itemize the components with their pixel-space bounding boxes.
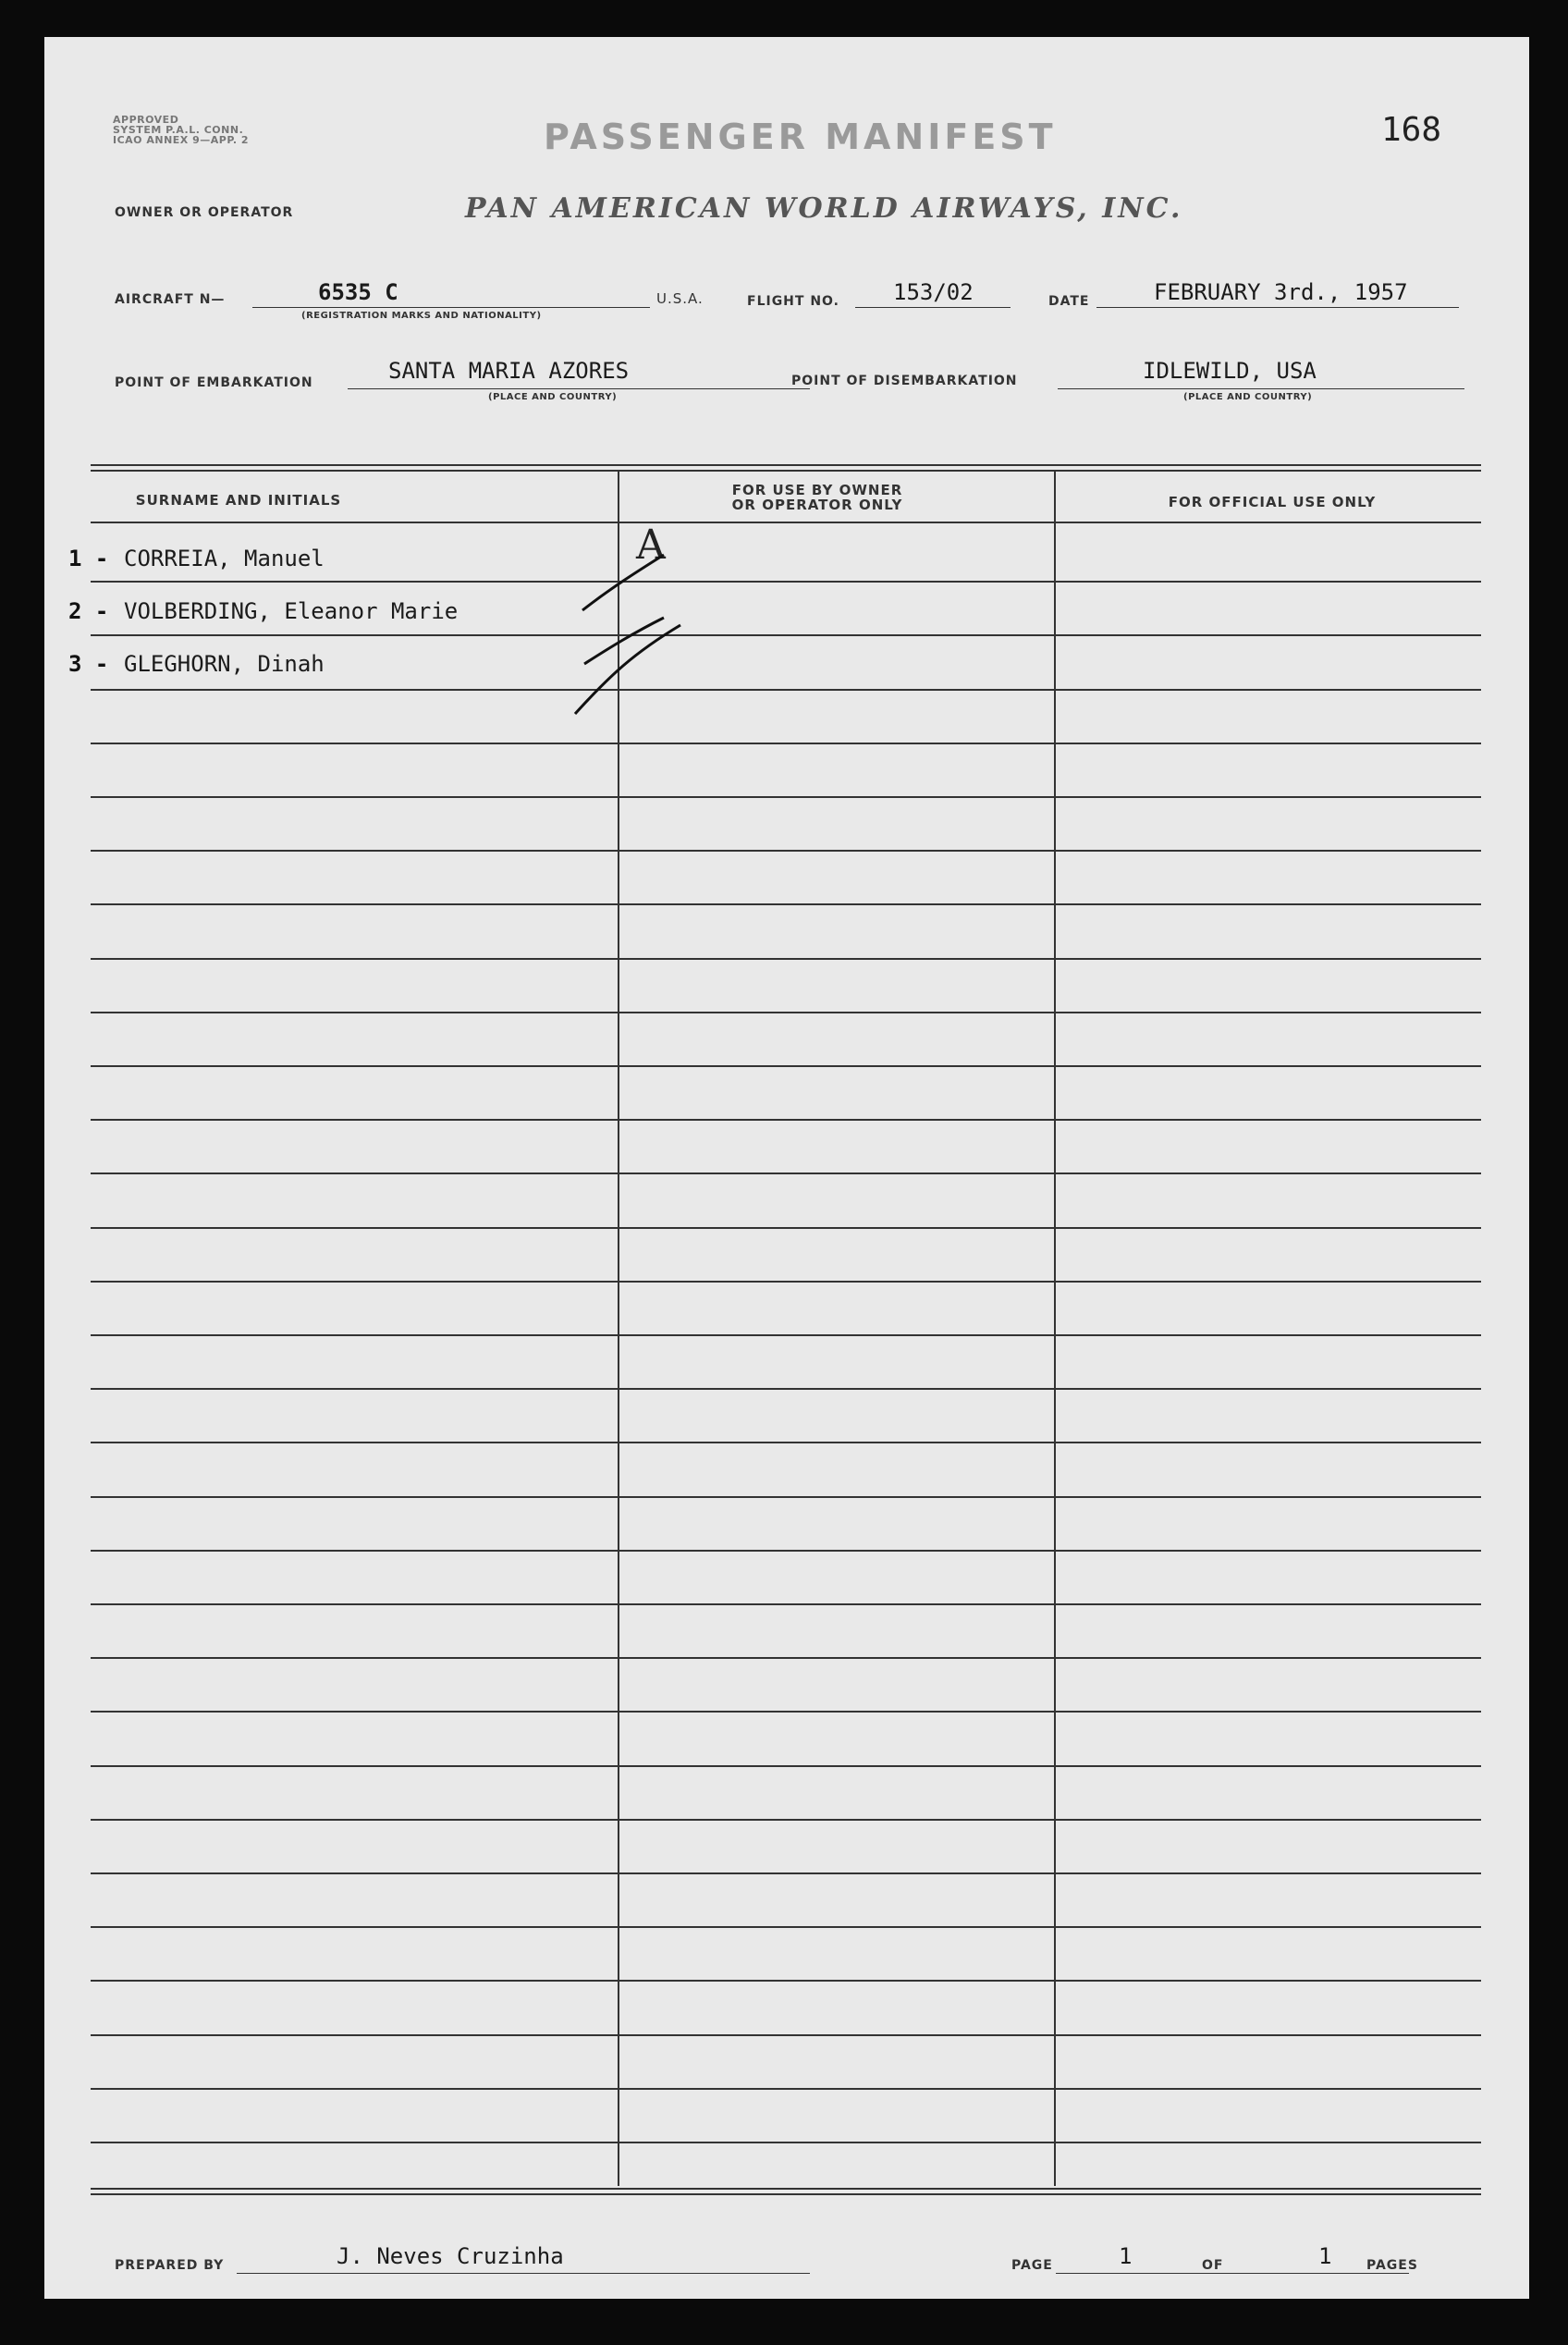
- row-line: [91, 1281, 1481, 1283]
- aircraft-label: AIRCRAFT N—: [115, 292, 226, 307]
- row-line: [91, 2142, 1481, 2143]
- country-label: U.S.A.: [656, 290, 704, 307]
- disembarkation-caption: (PLACE AND COUNTRY): [1183, 392, 1313, 402]
- passenger-number: 2 -: [68, 598, 109, 624]
- prepared-by-label: PREPARED BY: [115, 2258, 225, 2273]
- date-underline: [1096, 307, 1459, 308]
- approval-line: APPROVED: [113, 114, 179, 126]
- date-label: DATE: [1048, 294, 1090, 309]
- document-title: PASSENGER MANIFEST: [544, 117, 1057, 157]
- flight-underline: [855, 307, 1011, 308]
- of-underline: [1239, 2273, 1409, 2274]
- row-line: [91, 1012, 1481, 1013]
- prepared-by-name: J. Neves Cruzinha: [337, 2243, 564, 2269]
- row-line: [91, 1496, 1481, 1498]
- check-mark: [584, 618, 664, 664]
- row-line: [91, 1603, 1481, 1605]
- prepared-by-underline: [237, 2273, 810, 2274]
- passenger-number: 1 -: [68, 546, 109, 571]
- embarkation-underline: [348, 388, 810, 389]
- table-bottom-rule: [91, 2193, 1481, 2195]
- check-mark: [582, 555, 664, 610]
- check-marks: [525, 518, 710, 731]
- row-line: [91, 1172, 1481, 1174]
- row-line: [91, 634, 1481, 636]
- table-bottom-rule: [91, 2188, 1481, 2190]
- column-divider: [1054, 472, 1056, 2186]
- page-number: 1: [1119, 2243, 1133, 2269]
- row-line: [91, 1334, 1481, 1336]
- owner-label: OWNER OR OPERATOR: [115, 205, 294, 220]
- aircraft-number: 6535 C: [318, 279, 398, 305]
- row-line: [91, 581, 1481, 583]
- row-line: [91, 1765, 1481, 1767]
- embarkation-label: POINT OF EMBARKATION: [115, 375, 313, 390]
- column-header-official: FOR OFFICIAL USE ONLY: [1168, 494, 1377, 510]
- registration-caption: (REGISTRATION MARKS AND NATIONALITY): [301, 311, 542, 321]
- column-header-surname: SURNAME AND INITIALS: [135, 492, 342, 509]
- of-label: OF: [1202, 2258, 1224, 2273]
- row-line: [91, 743, 1481, 744]
- row-line: [91, 1065, 1481, 1067]
- pages-label: PAGES: [1366, 2258, 1418, 2273]
- header-underline: [91, 522, 1481, 523]
- row-line: [91, 1119, 1481, 1121]
- row-line: [91, 1442, 1481, 1443]
- operator-mark: A: [636, 522, 666, 569]
- flight-number: 153/02: [893, 279, 974, 305]
- row-line: [91, 1980, 1481, 1982]
- row-line: [91, 1227, 1481, 1229]
- row-line: [91, 958, 1481, 960]
- column-header-operator-line: FOR USE BY OWNER: [731, 482, 903, 498]
- flight-label: FLIGHT NO.: [747, 294, 839, 309]
- total-pages: 1: [1318, 2243, 1332, 2269]
- table-top-rule: [91, 470, 1481, 472]
- disembarkation-label: POINT OF DISEMBARKATION: [791, 374, 1018, 388]
- flight-date: FEBRUARY 3rd., 1957: [1154, 279, 1408, 305]
- row-line: [91, 850, 1481, 852]
- row-line: [91, 903, 1481, 905]
- disembarkation-underline: [1058, 388, 1464, 389]
- approval-stamp: [113, 115, 249, 145]
- table-top-rule: [91, 464, 1481, 466]
- column-header-operator-line: OR OPERATOR ONLY: [731, 497, 903, 513]
- row-line: [91, 1550, 1481, 1552]
- disembarkation-point: IDLEWILD, USA: [1143, 358, 1317, 384]
- row-line: [91, 1657, 1481, 1659]
- column-header-operator: [623, 483, 1011, 512]
- manifest-page: [44, 37, 1529, 2299]
- row-line: [91, 2088, 1481, 2090]
- row-line: [91, 689, 1481, 691]
- row-line: [91, 1926, 1481, 1928]
- page-underline: [1056, 2273, 1243, 2274]
- operator-name: PAN AMERICAN WORLD AIRWAYS, INC.: [465, 192, 1183, 225]
- page-label: PAGE: [1011, 2258, 1053, 2273]
- embarkation-caption: (PLACE AND COUNTRY): [488, 392, 618, 402]
- approval-line: SYSTEM P.A.L. CONN.: [113, 124, 244, 136]
- approval-line: ICAO ANNEX 9—APP. 2: [113, 134, 250, 146]
- row-line: [91, 1388, 1481, 1390]
- passenger-number: 3 -: [68, 651, 109, 677]
- row-line: [91, 1872, 1481, 1874]
- page-stamp-number: 168: [1381, 111, 1442, 149]
- row-line: [91, 1711, 1481, 1713]
- passenger-name: VOLBERDING, Eleanor Marie: [124, 598, 459, 624]
- passenger-name: GLEGHORN, Dinah: [124, 651, 325, 677]
- row-line: [91, 1819, 1481, 1821]
- aircraft-underline: [252, 307, 650, 308]
- passenger-name: CORREIA, Manuel: [124, 546, 325, 571]
- row-line: [91, 796, 1481, 798]
- row-line: [91, 2034, 1481, 2036]
- embarkation-point: SANTA MARIA AZORES: [388, 358, 630, 384]
